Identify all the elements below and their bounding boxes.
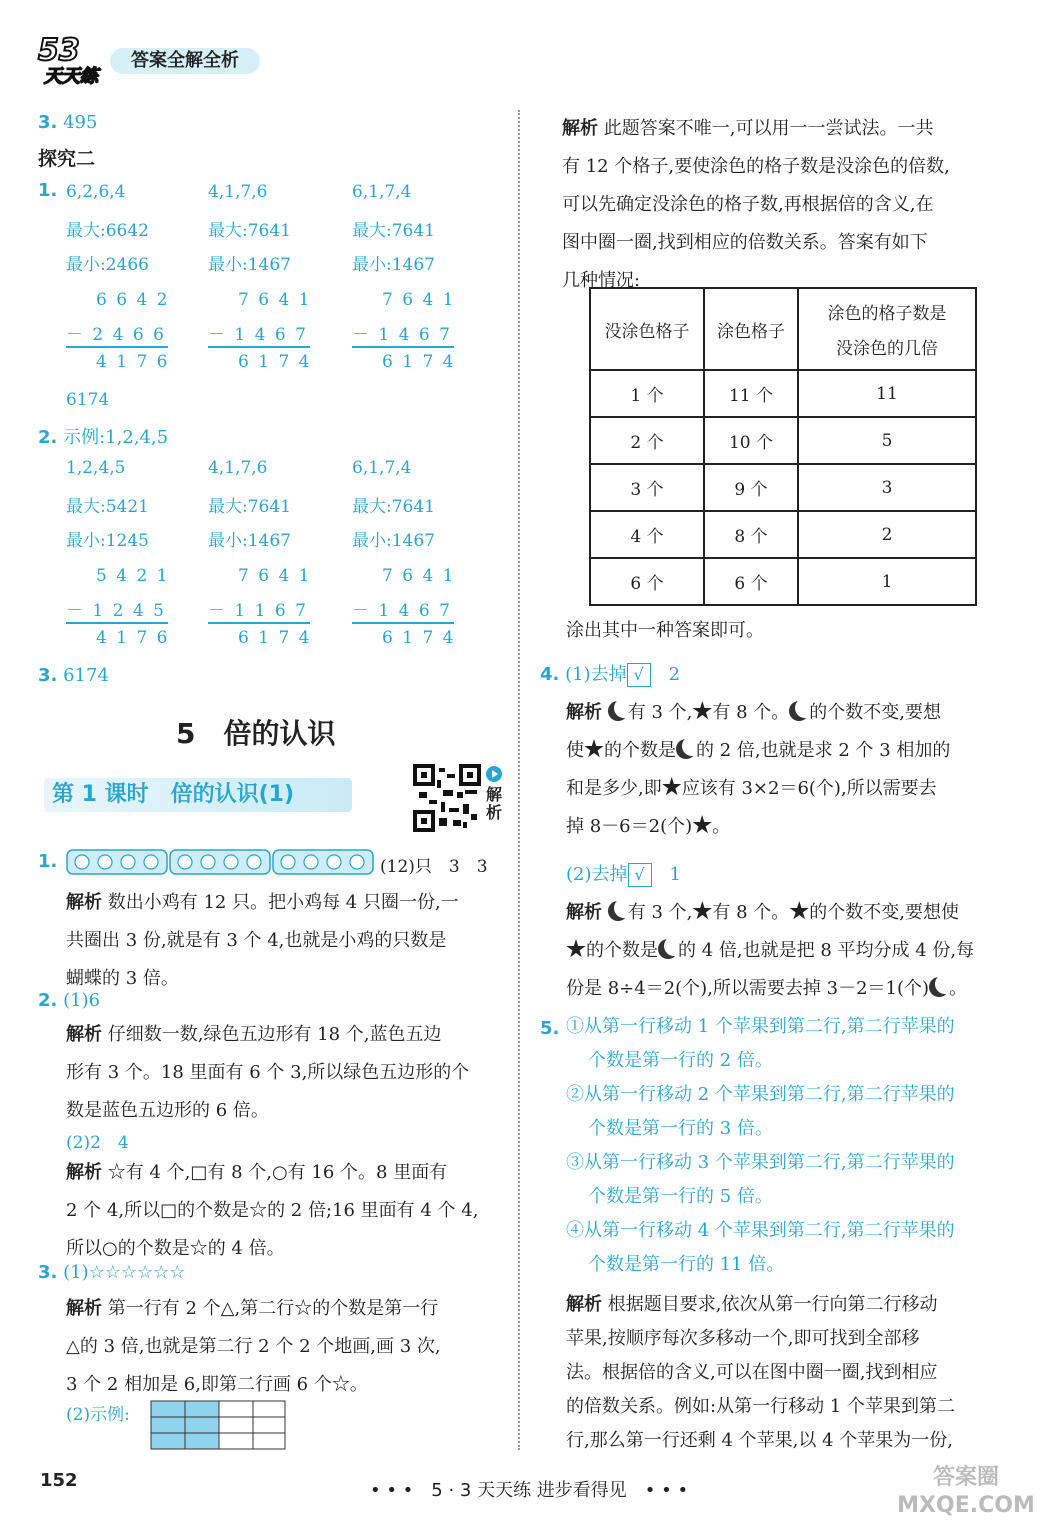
explore-title: 探究二: [38, 148, 96, 170]
chick-groups-figure: [66, 848, 376, 876]
q2-col3-r: 6 1 7 4: [382, 628, 456, 648]
q1-col1-rule: [66, 346, 168, 348]
star-icon: [662, 777, 682, 797]
p2-answer1: 2. (1)6: [38, 990, 101, 1011]
svg-text:天天练: 天天练: [44, 66, 98, 86]
qr-code[interactable]: [413, 764, 481, 832]
table-row: [590, 417, 976, 464]
q1-col3-a: 7 6 4 1: [382, 290, 456, 310]
q2-col1-r: 4 1 7 6: [96, 628, 170, 648]
q5-analysis: 解析 根据题目要求,依次从第一行向第二行移动 苹果,按顺序每次多移动一个,即可找到全部移 法。根据倍的含义,可以在图中圈一圈,找到相应 的倍数关系。例如:从第一行移动 1 个苹果到第二 行,那么第一行还剩 4 个苹果,以 4 个苹果为一份,: [566, 1294, 955, 1451]
table-cell: 3: [798, 464, 976, 511]
q4-part1: 4. (1)去掉 √ 2: [540, 664, 681, 685]
answer-table: [589, 287, 977, 606]
watermark: 答案圈 MXQE.COM: [897, 1465, 1035, 1518]
table-cell: 6 个: [590, 558, 704, 605]
q1-col3-rule: [352, 346, 454, 348]
moon-icon: [676, 739, 696, 759]
star-icon: [692, 815, 712, 835]
q1-col1-a: 6 6 4 2: [96, 290, 170, 310]
check-box: √: [628, 863, 652, 887]
q1-col3-digits: 6,1,7,4: [352, 182, 412, 202]
table-cell: 10 个: [704, 417, 798, 464]
p1-analysis: 解析 数出小鸡有 12 只。把小鸡每 4 只圈一份,一 共圈出 3 份,就是有 3 个 4,也就是小鸡的只数是 蝴蝶的 3 倍。: [66, 892, 459, 989]
table-cell: 2: [798, 511, 976, 558]
svg-text:53: 53: [38, 33, 80, 68]
p2-analysis2: 解析 ☆有 4 个,□有 8 个,○有 16 个。8 里面有 2 个 4,所以□的个数是☆的 2 倍;16 里面有 4 个 4, 所以○的个数是☆的 4 倍。: [66, 1162, 479, 1259]
q1-col2-r: 6 1 7 4: [238, 352, 312, 372]
table-row: [590, 511, 976, 558]
p3-answer2: (2)示例:: [66, 1405, 130, 1425]
right-analysis: 解析 此题答案不唯一,可以用一一尝试法。一共 有 12 个格子,要使涂色的格子数是没涂色的倍数, 可以先确定没涂色的格子数,再根据倍的含义,在 图中圈一圈,找到相应的倍数关系。答案有如下 几种情况:: [562, 118, 950, 291]
p3-answer1: 3. (1)☆☆☆☆☆☆: [38, 1262, 186, 1283]
table-note: 涂出其中一种答案即可。: [566, 620, 764, 641]
q2-col2-r: 6 1 7 4: [238, 628, 312, 648]
logo: [36, 30, 106, 86]
table-header: 没涂色格子: [590, 288, 704, 370]
q1-col2-rule: [208, 346, 310, 348]
q5-items: ①从第一行移动 1 个苹果到第二行,第二行苹果的 个数是第一行的 2 倍。 ②从第一行移动 2 个苹果到第二行,第二行苹果的 个数是第一行的 3 倍。 ③从第一行移动 3 个苹果到第二行,第二行苹果的 个数是第一行的 5 倍。 ④从第一行移动 4 个苹果到第二行,第二行苹果的 个数是第一行的 11 倍。: [566, 1016, 955, 1275]
q2-col1-rule: [66, 622, 168, 624]
q2-col1-max: 最大:5421: [66, 497, 149, 517]
table-cell: 5: [798, 417, 976, 464]
q4-part2: (2)去掉 √ 1: [566, 864, 681, 885]
table-row: [590, 370, 976, 417]
q2-example: 2. 示例:1,2,4,5: [38, 427, 169, 448]
moon-icon: [658, 939, 678, 959]
p3-analysis: 解析 第一行有 2 个△,第二行☆的个数是第一行 △的 3 倍,也就是第二行 2 个 2 个地画,画 3 次, 3 个 2 相加是 6,即第二行画 6 个☆。: [66, 1298, 441, 1395]
star-icon: [692, 701, 712, 721]
q1-col1-max: 最大:6642: [66, 221, 149, 241]
q3-answer: 3. 495: [38, 112, 98, 133]
q2-col2-a: 7 6 4 1: [238, 566, 312, 586]
table-cell: 1: [798, 558, 976, 605]
play-icon[interactable]: [486, 766, 502, 782]
table-cell: 4 个: [590, 511, 704, 558]
star-icon: [789, 901, 809, 921]
q1-col2-a: 7 6 4 1: [238, 290, 312, 310]
p2-analysis1: 解析 仔细数一数,绿色五边形有 18 个,蓝色五边 形有 3 个。18 里面有 6 个 3,所以绿色五边形的个 数是蓝色五边形的 6 倍。: [66, 1024, 470, 1121]
check-box: √: [627, 663, 651, 687]
q2-col1-digits: 1,2,4,5: [66, 458, 126, 478]
q2-col2-rule: [208, 622, 310, 624]
moon-icon: [608, 901, 628, 921]
q1-col3-r: 6 1 7 4: [382, 352, 456, 372]
example-grid-figure: [150, 1400, 286, 1450]
q4-analysis1: 解析 有 3 个, 有 8 个。 的个数不变,要想 使 的个数是 的 2 倍,也就是求 2 个 3 相加的 和是多少,即 应该有 3×2＝6(个),所以需要去 掉 8－6＝2(个) 。: [566, 702, 951, 837]
q2-col3-min: 最小:1467: [352, 531, 435, 551]
q1-col1-r: 4 1 7 6: [96, 352, 170, 372]
table-row: [590, 558, 976, 605]
moon-icon: [929, 977, 949, 997]
table-cell: 11: [798, 370, 976, 417]
q2-col3-max: 最大:7641: [352, 497, 435, 517]
q2-col1-b: － 1 2 4 5: [66, 601, 166, 621]
qr-label: 解析: [486, 785, 503, 822]
q1-col1-digits: 6,2,6,4: [66, 182, 126, 202]
p1-num: 1.: [38, 851, 58, 872]
lesson-title: 第 1 课时 倍的认识(1): [44, 778, 352, 812]
header-title: 答案全解全析: [110, 48, 260, 74]
table-cell: 8 个: [704, 511, 798, 558]
q2-col2-max: 最大:7641: [208, 497, 291, 517]
p1-tail: (12)只 3 3: [380, 857, 488, 877]
moon-icon: [608, 701, 628, 721]
q2-col1-min: 最小:1245: [66, 531, 149, 551]
table-header: 涂色格子: [704, 288, 798, 370]
table-cell: 1 个: [590, 370, 704, 417]
column-divider: [518, 110, 520, 1450]
q2-col2-b: － 1 1 6 7: [208, 601, 308, 621]
page-number: 152: [40, 1470, 78, 1491]
star-icon: [584, 739, 604, 759]
q1-answer: 6174: [66, 390, 110, 410]
star-icon: [692, 901, 712, 921]
q4-analysis2: 解析 有 3 个, 有 8 个。 的个数不变,要想使 的个数是 的 4 倍,也就是把 8 平均分成 4 份,每 份是 8÷4＝2(个),所以需要去掉 3－2＝1(个) 。: [566, 902, 975, 999]
q1-col3-b: － 1 4 6 7: [352, 325, 452, 345]
q1-col2-min: 最小:1467: [208, 255, 291, 275]
q1-col2-b: － 1 4 6 7: [208, 325, 308, 345]
star-icon: [566, 939, 586, 959]
table-cell: 3 个: [590, 464, 704, 511]
q2-col1-a: 5 4 2 1: [96, 566, 170, 586]
moon-icon: [789, 701, 809, 721]
q2-col2-min: 最小:1467: [208, 531, 291, 551]
q1-col2-max: 最大:7641: [208, 221, 291, 241]
q1-col1-b: － 2 4 6 6: [66, 325, 166, 345]
footer-slogan: • • • 5 · 3 天天练 进步看得见 • • •: [370, 1480, 689, 1501]
q1-num: 1.: [38, 180, 58, 201]
q3b-answer: 3. 6174: [38, 665, 109, 686]
table-cell: 2 个: [590, 417, 704, 464]
q2-col3-a: 7 6 4 1: [382, 566, 456, 586]
q1-col2-digits: 4,1,7,6: [208, 182, 268, 202]
table-cell: 6 个: [704, 558, 798, 605]
table-cell: 11 个: [704, 370, 798, 417]
q5-num: 5.: [540, 1018, 560, 1039]
q2-col3-digits: 6,1,7,4: [352, 458, 412, 478]
q2-col3-rule: [352, 622, 454, 624]
table-header: 涂色的格子数是 没涂色的几倍: [798, 288, 976, 370]
q1-col3-max: 最大:7641: [352, 221, 435, 241]
q2-col2-digits: 4,1,7,6: [208, 458, 268, 478]
p2-answer2: (2)2 4: [66, 1133, 129, 1153]
table-cell: 9 个: [704, 464, 798, 511]
table-row: [590, 464, 976, 511]
q1-col1-min: 最小:2466: [66, 255, 149, 275]
q1-col3-min: 最小:1467: [352, 255, 435, 275]
q2-col3-b: － 1 4 6 7: [352, 601, 452, 621]
chapter-title: 5 倍的认识: [176, 717, 336, 750]
